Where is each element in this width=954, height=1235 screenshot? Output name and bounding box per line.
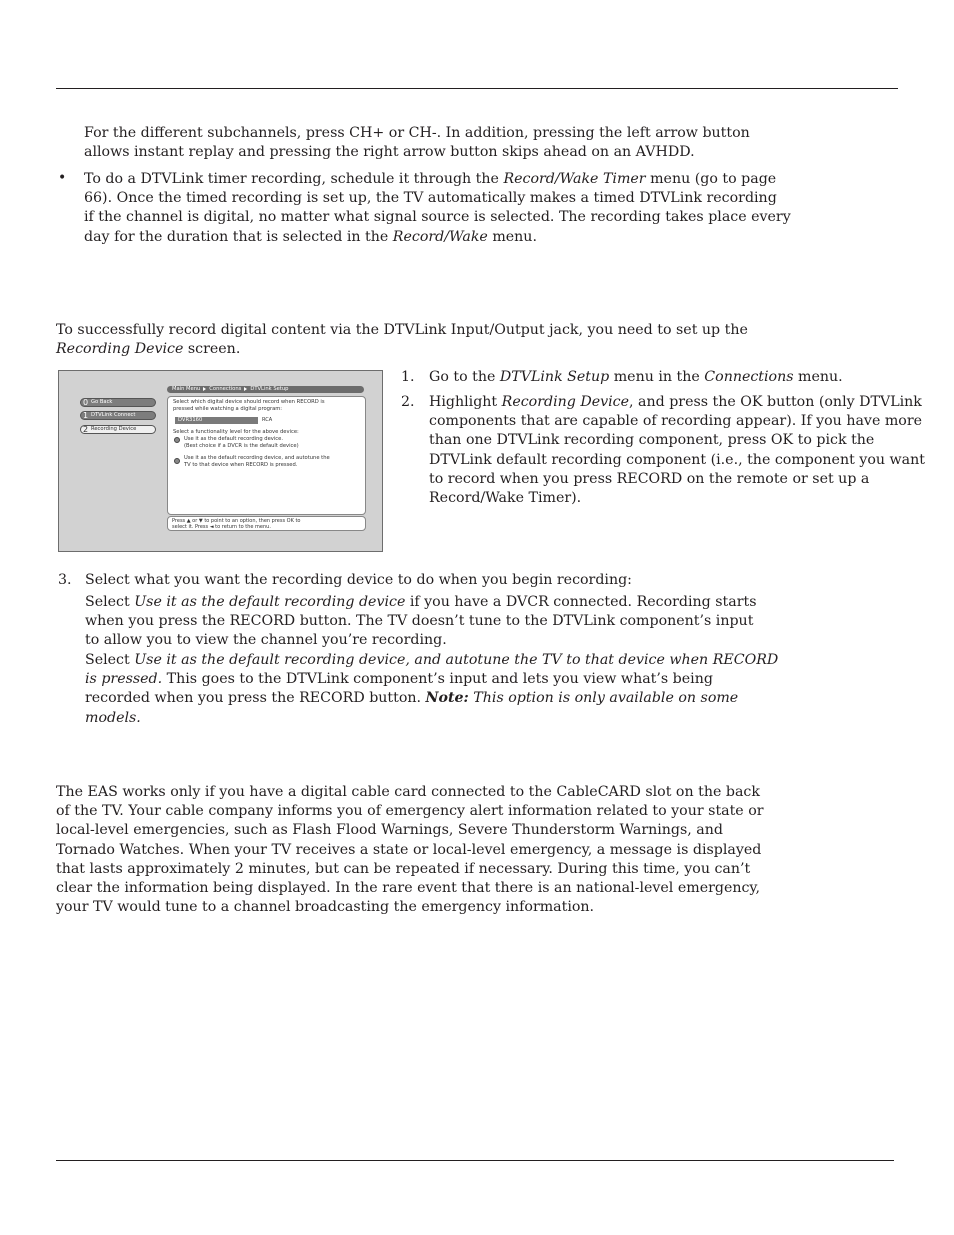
text-line: allows instant replay and pressing the right arrow button skips ahead on an AVHDD. [84,144,695,161]
menu-item-go-back[interactable]: 0 Go Back [80,398,156,407]
device-select[interactable]: DVR3160 [175,417,258,424]
option-label: TV to that device when RECORD is pressed. [184,462,298,468]
step-3-option-a [85,593,756,651]
footer-rule [56,1160,894,1161]
text-line: To successfully record digital content via the DTVLink Input/Output jack, you need to set up the [56,322,748,338]
text-line: DTVLink default recording component (i.e., the component you want [429,451,925,468]
eas-paragraph [56,783,764,917]
text-line: To do a DTVLink timer recording, schedule it through the Record/Wake Timer menu (go to page [84,171,777,187]
text-line: of the TV. Your cable company informs you of emergency alert information related to your state or [56,803,764,820]
option-label: Use it as the default recording device, and autotune the [184,455,330,461]
text-line: recorded when you press the RECORD button. Note: This option is only available on some [85,690,739,707]
radio-autotune[interactable] [174,458,180,464]
text-line: clear the information being displayed. In the rare event that there is an national-level emergency, [56,880,761,897]
menu-item-recording-device[interactable]: 2 Recording Device [80,425,156,434]
text-line: Select what you want the recording device to do when you begin recording: [85,572,632,588]
text-line: local-level emergencies, such as Flash Flood Warnings, Severe Thunderstorm Warnings, and [56,822,723,839]
option-label: Use it as the default recording device. [184,436,283,442]
text-line: to record when you press RECORD on the remote or set up a [429,470,870,487]
menu-item-dtvlink-connect[interactable]: 1 DTVLink Connect [80,411,156,420]
device-brand: RCA [262,417,273,423]
text-line: models. [85,709,141,726]
setup-paragraph [56,321,748,359]
text-line: Select Use it as the default recording device if you have a DVCR connected. Recording starts [85,594,757,610]
step-number: 1. [401,369,415,385]
text-line: that lasts approximately 2 minutes, but can be repeated if necessary. During this time, you can’t [56,860,751,877]
bullet-icon: • [58,170,67,186]
text-line: day for the duration that is selected in the Record/Wake menu. [84,228,537,245]
text-line: For the different subchannels, press CH+ or CH-. In addition, pressing the left arrow button [84,125,750,141]
step-1 [429,368,843,387]
text-line: Recording Device screen. [56,341,241,358]
prompt-text: pressed while watching a digital program: [173,406,283,412]
options-panel [167,396,366,515]
help-text: Press ▲ or ▼ to point to an option, then press OK to [172,518,301,524]
step-2 [429,393,925,508]
help-text: select it. Press ◄ to return to the menu. [172,524,271,530]
text-line: when you press the RECORD button. The TV doesn’t tune to the DTVLink component’s input [85,613,754,630]
breadcrumb: Main Menu Connections DTVLink Setup [167,386,364,393]
chevron-right-icon [203,387,206,391]
subchannel-paragraph [84,124,750,162]
text-line: Record/Wake Timer). [429,490,582,507]
text-line: components that are capable of recording appear). If you have more [429,413,923,430]
text-line: Highlight Recording Device, and press the OK button (only DTVLink [429,394,922,410]
step-3 [85,571,632,590]
header-rule [56,88,898,89]
level-label: Select a functionality level for the above device: [173,429,299,435]
text-line: to allow you to view the channel you’re recording. [85,632,447,649]
text-line: is pressed. This goes to the DTVLink component’s input and lets you view what’s being [85,671,713,688]
step-number: 3. [58,572,72,588]
step-3-option-b [85,651,778,728]
radio-default-device[interactable] [174,437,180,443]
text-line: Go to the DTVLink Setup menu in the Connections menu. [429,369,843,385]
text-line: Tornado Watches. When your TV receives a state or local-level emergency, a message is displayed [56,841,762,858]
text-line: than one DTVLink recording component, press OK to pick the [429,432,875,449]
text-line: if the channel is digital, no matter what signal source is selected. The recording takes place every [84,209,791,226]
text-line: 66). Once the timed recording is set up, the TV automatically makes a timed DTVLink recording [84,190,777,207]
option-label: (Best choice if a DVCR is the default device) [184,443,299,449]
step-number: 2. [401,394,415,410]
prompt-text: Select which digital device should record when RECORD is [173,399,325,405]
dtvlink-timer-bullet [84,170,791,247]
chevron-right-icon [244,387,247,391]
help-bar [167,516,366,531]
text-line: The EAS works only if you have a digital cable card connected to the CableCARD slot on the back [56,784,760,800]
text-line: Select Use it as the default recording device, and autotune the TV to that device when RECORD [85,652,779,668]
text-line: your TV would tune to a channel broadcasting the emergency information. [56,899,595,916]
recording-device-screenshot [58,370,383,552]
